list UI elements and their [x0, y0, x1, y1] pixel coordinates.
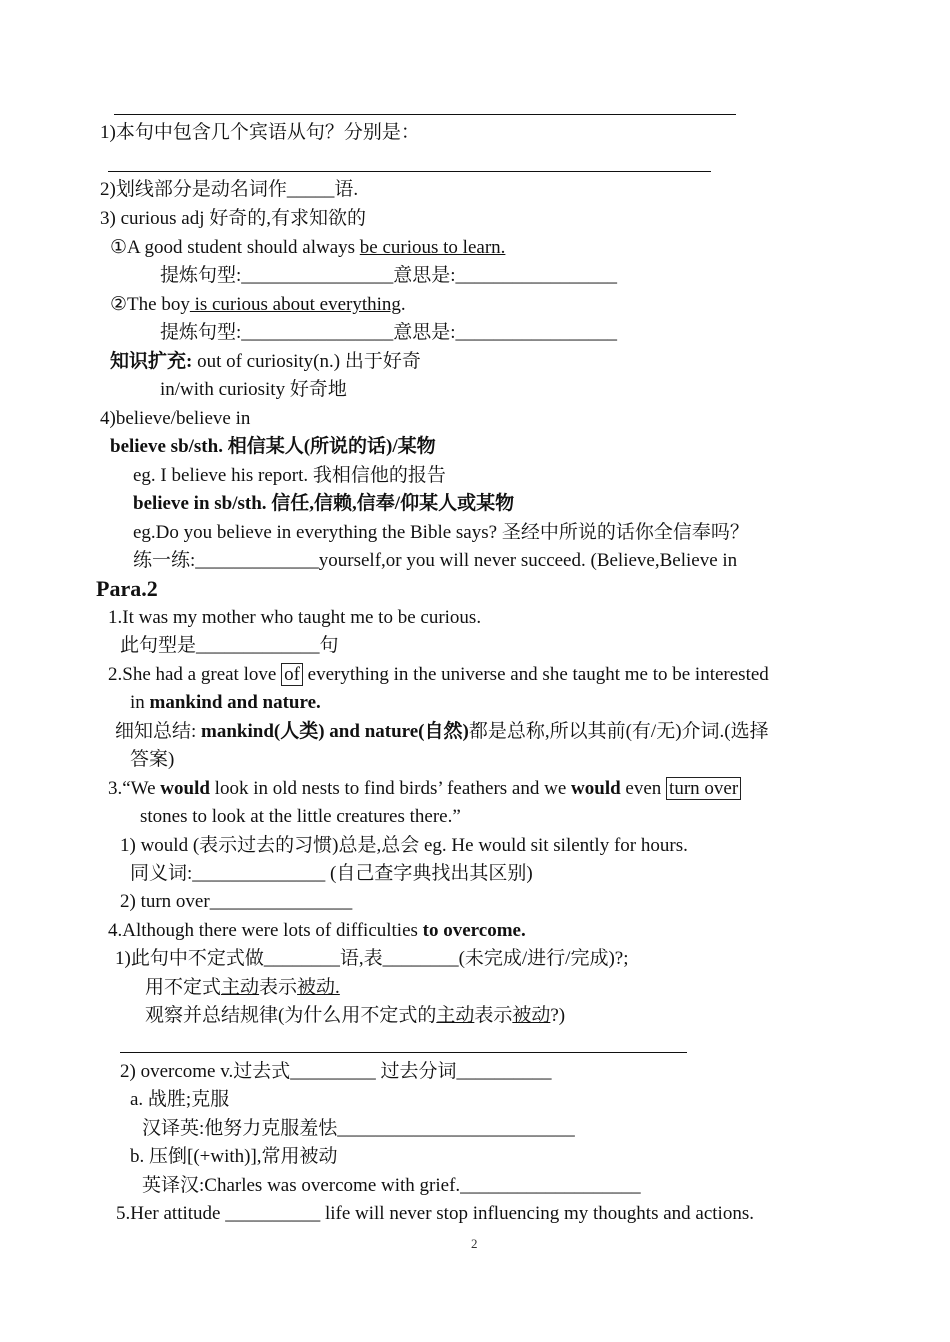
- summary-line: 细知总结: mankind(人类) and nature(自然)都是总称,所以其前(有/无)介词.(选择: [115, 721, 769, 742]
- translate-zh-en: 汉译英:他努力克服羞怯_________________________: [142, 1118, 575, 1139]
- infinitive-note: 用不定式主动表示被动.: [145, 977, 340, 998]
- believe-definition: believe sb/sth. 相信某人(所说的话)/某物: [110, 436, 436, 457]
- knowledge-extension: 知识扩充: out of curiosity(n.) 出于好奇: [110, 351, 421, 372]
- page-number: 2: [471, 1236, 478, 1251]
- pattern-fill-1: 提炼句型:________________意思是:_________________: [160, 265, 618, 286]
- section-heading-para2: Para.2: [96, 576, 158, 601]
- para2-item-3-cont: stones to look at the little creatures there.”: [140, 806, 461, 827]
- example-2: ②The boy is curious about everything.: [110, 294, 406, 315]
- turn-over-fill: 2) turn over_______________: [120, 891, 353, 912]
- question-2: 2)划线部分是动名词作_____语.: [100, 179, 359, 200]
- para2-item-5: 5.Her attitude __________ life will never stop influencing my thoughts and actions.: [116, 1203, 754, 1224]
- believe-in-definition: believe in sb/sth. 信任,信赖,信奉/仰某人或某物: [133, 493, 515, 514]
- para2-item-2: 2.She had a great love of everything in the universe and she taught me to be interested: [108, 664, 769, 685]
- para2-item-1-fill: 此句型是_____________句: [120, 635, 339, 656]
- para2-item-3: 3.“We would look in old nests to find birds’ feathers and we would even turn over: [108, 777, 741, 801]
- synonym-fill: 同义词:______________ (自己查字典找出其区别): [130, 863, 533, 884]
- example-1: ①A good student should always be curious to learn.: [110, 237, 506, 258]
- para2-item-4: 4.Although there were lots of difficulties to overcome.: [108, 920, 526, 941]
- question-4: 4)believe/believe in: [100, 408, 251, 429]
- summary-line-cont: 答案): [130, 749, 175, 770]
- infinitive-question: 1)此句中不定式做________语,表________(未完成/进行/完成)?;: [115, 948, 629, 969]
- para2-item-2-cont: in mankind and nature.: [130, 692, 321, 713]
- knowledge-extension-2: in/with curiosity 好奇地: [160, 379, 347, 400]
- answer-line-1: [108, 171, 711, 172]
- overcome-meaning-b: b. 压倒[(+with)],常用被动: [130, 1146, 338, 1167]
- para2-item-1: 1.It was my mother who taught me to be curious.: [108, 607, 482, 628]
- pattern-fill-2: 提炼句型:________________意思是:_________________: [160, 322, 618, 343]
- translate-en-zh: 英译汉:Charles was overcome with grief.___________________: [142, 1175, 641, 1196]
- overcome-forms: 2) overcome v.过去式_________ 过去分词__________: [120, 1061, 552, 1082]
- answer-line-top: [114, 114, 736, 115]
- answer-line-2: [120, 1052, 687, 1053]
- overcome-meaning-a: a. 战胜;克服: [130, 1089, 230, 1110]
- believe-example: eg. I believe his report. 我相信他的报告: [133, 465, 446, 486]
- practice-line: 练一练:_____________yourself,or you will never succeed. (Believe,Believe in: [133, 550, 738, 571]
- question-3: 3) curious adj 好奇的,有求知欲的: [100, 208, 366, 229]
- would-note: 1) would (表示过去的习惯)总是,总会 eg. He would sit silently for hours.: [120, 835, 688, 856]
- rule-question: 观察并总结规律(为什么用不定式的主动表示被动?): [145, 1005, 566, 1026]
- believe-in-example: eg.Do you believe in everything the Bible says? 圣经中所说的话你全信奉吗？: [133, 522, 749, 543]
- question-1: 1)本句中包含几个宾语从句？分别是：: [100, 122, 420, 143]
